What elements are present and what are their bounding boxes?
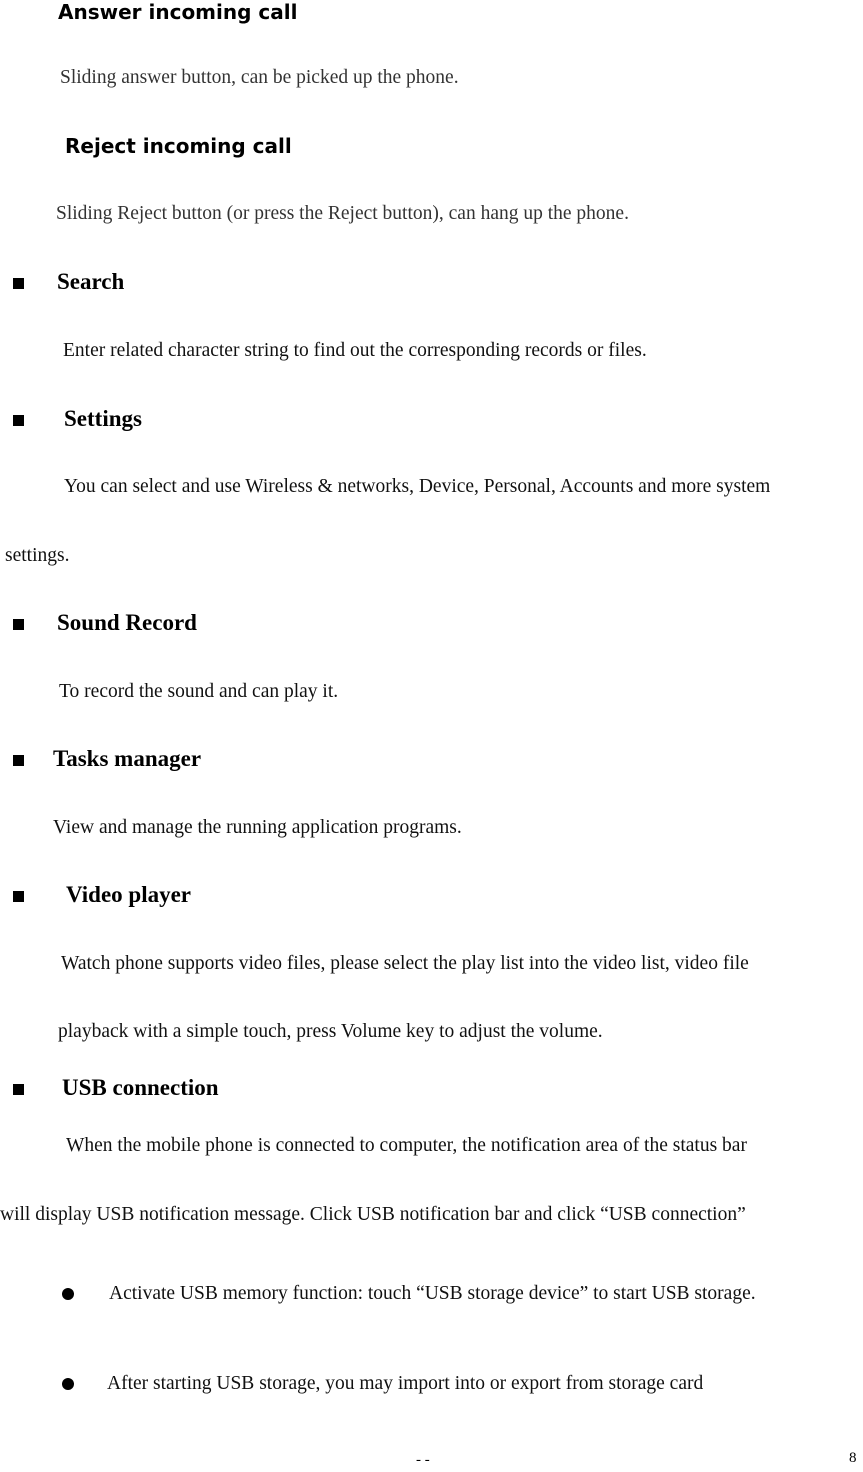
square-bullet-icon — [13, 415, 24, 426]
search-text: Enter related character string to find out the corresponding records or files. — [63, 340, 647, 361]
search-heading: Search — [57, 269, 125, 294]
settings-text-line2: settings. — [5, 545, 70, 566]
video-player-text-line1: Watch phone supports video files, please select the play list into the video list, video file — [61, 953, 749, 974]
reject-call-text: Sliding Reject button (or press the Reject button), can hang up the phone. — [56, 203, 629, 224]
round-bullet-icon — [62, 1288, 74, 1300]
square-bullet-icon — [13, 755, 24, 766]
settings-text-line1: You can select and use Wireless & networks, Device, Personal, Accounts and more system — [64, 476, 771, 497]
usb-connection-heading: USB connection — [62, 1075, 219, 1100]
sound-record-heading: Sound Record — [57, 610, 197, 635]
round-bullet-icon — [62, 1378, 74, 1390]
square-bullet-icon — [13, 278, 24, 289]
square-bullet-icon — [13, 1084, 24, 1095]
video-player-heading: Video player — [66, 882, 191, 907]
tasks-manager-heading: Tasks manager — [53, 746, 202, 771]
tasks-manager-text: View and manage the running application programs. — [53, 817, 462, 838]
answer-call-text: Sliding answer button, can be picked up the phone. — [60, 67, 459, 88]
usb-bullet-item: Activate USB memory function: touch “USB storage device” to start USB storage. — [109, 1283, 756, 1304]
usb-bullet-item: After starting USB storage, you may import into or export from storage card — [107, 1373, 704, 1394]
usb-connection-text-line2: will display USB notification message. Click USB notification bar and click “USB connection” — [0, 1204, 746, 1225]
video-player-text-line2: playback with a simple touch, press Volume key to adjust the volume. — [58, 1021, 603, 1042]
page-number: 8 — [849, 1450, 857, 1466]
settings-heading: Settings — [64, 406, 142, 431]
sound-record-text: To record the sound and can play it. — [59, 681, 339, 702]
square-bullet-icon — [13, 619, 24, 630]
footer-dashes: - - — [416, 1452, 430, 1468]
answer-call-heading: Answer incoming call — [58, 0, 298, 24]
usb-connection-text-line1: When the mobile phone is connected to computer, the notification area of the status bar — [66, 1135, 747, 1156]
square-bullet-icon — [13, 891, 24, 902]
reject-call-heading: Reject incoming call — [65, 134, 292, 158]
